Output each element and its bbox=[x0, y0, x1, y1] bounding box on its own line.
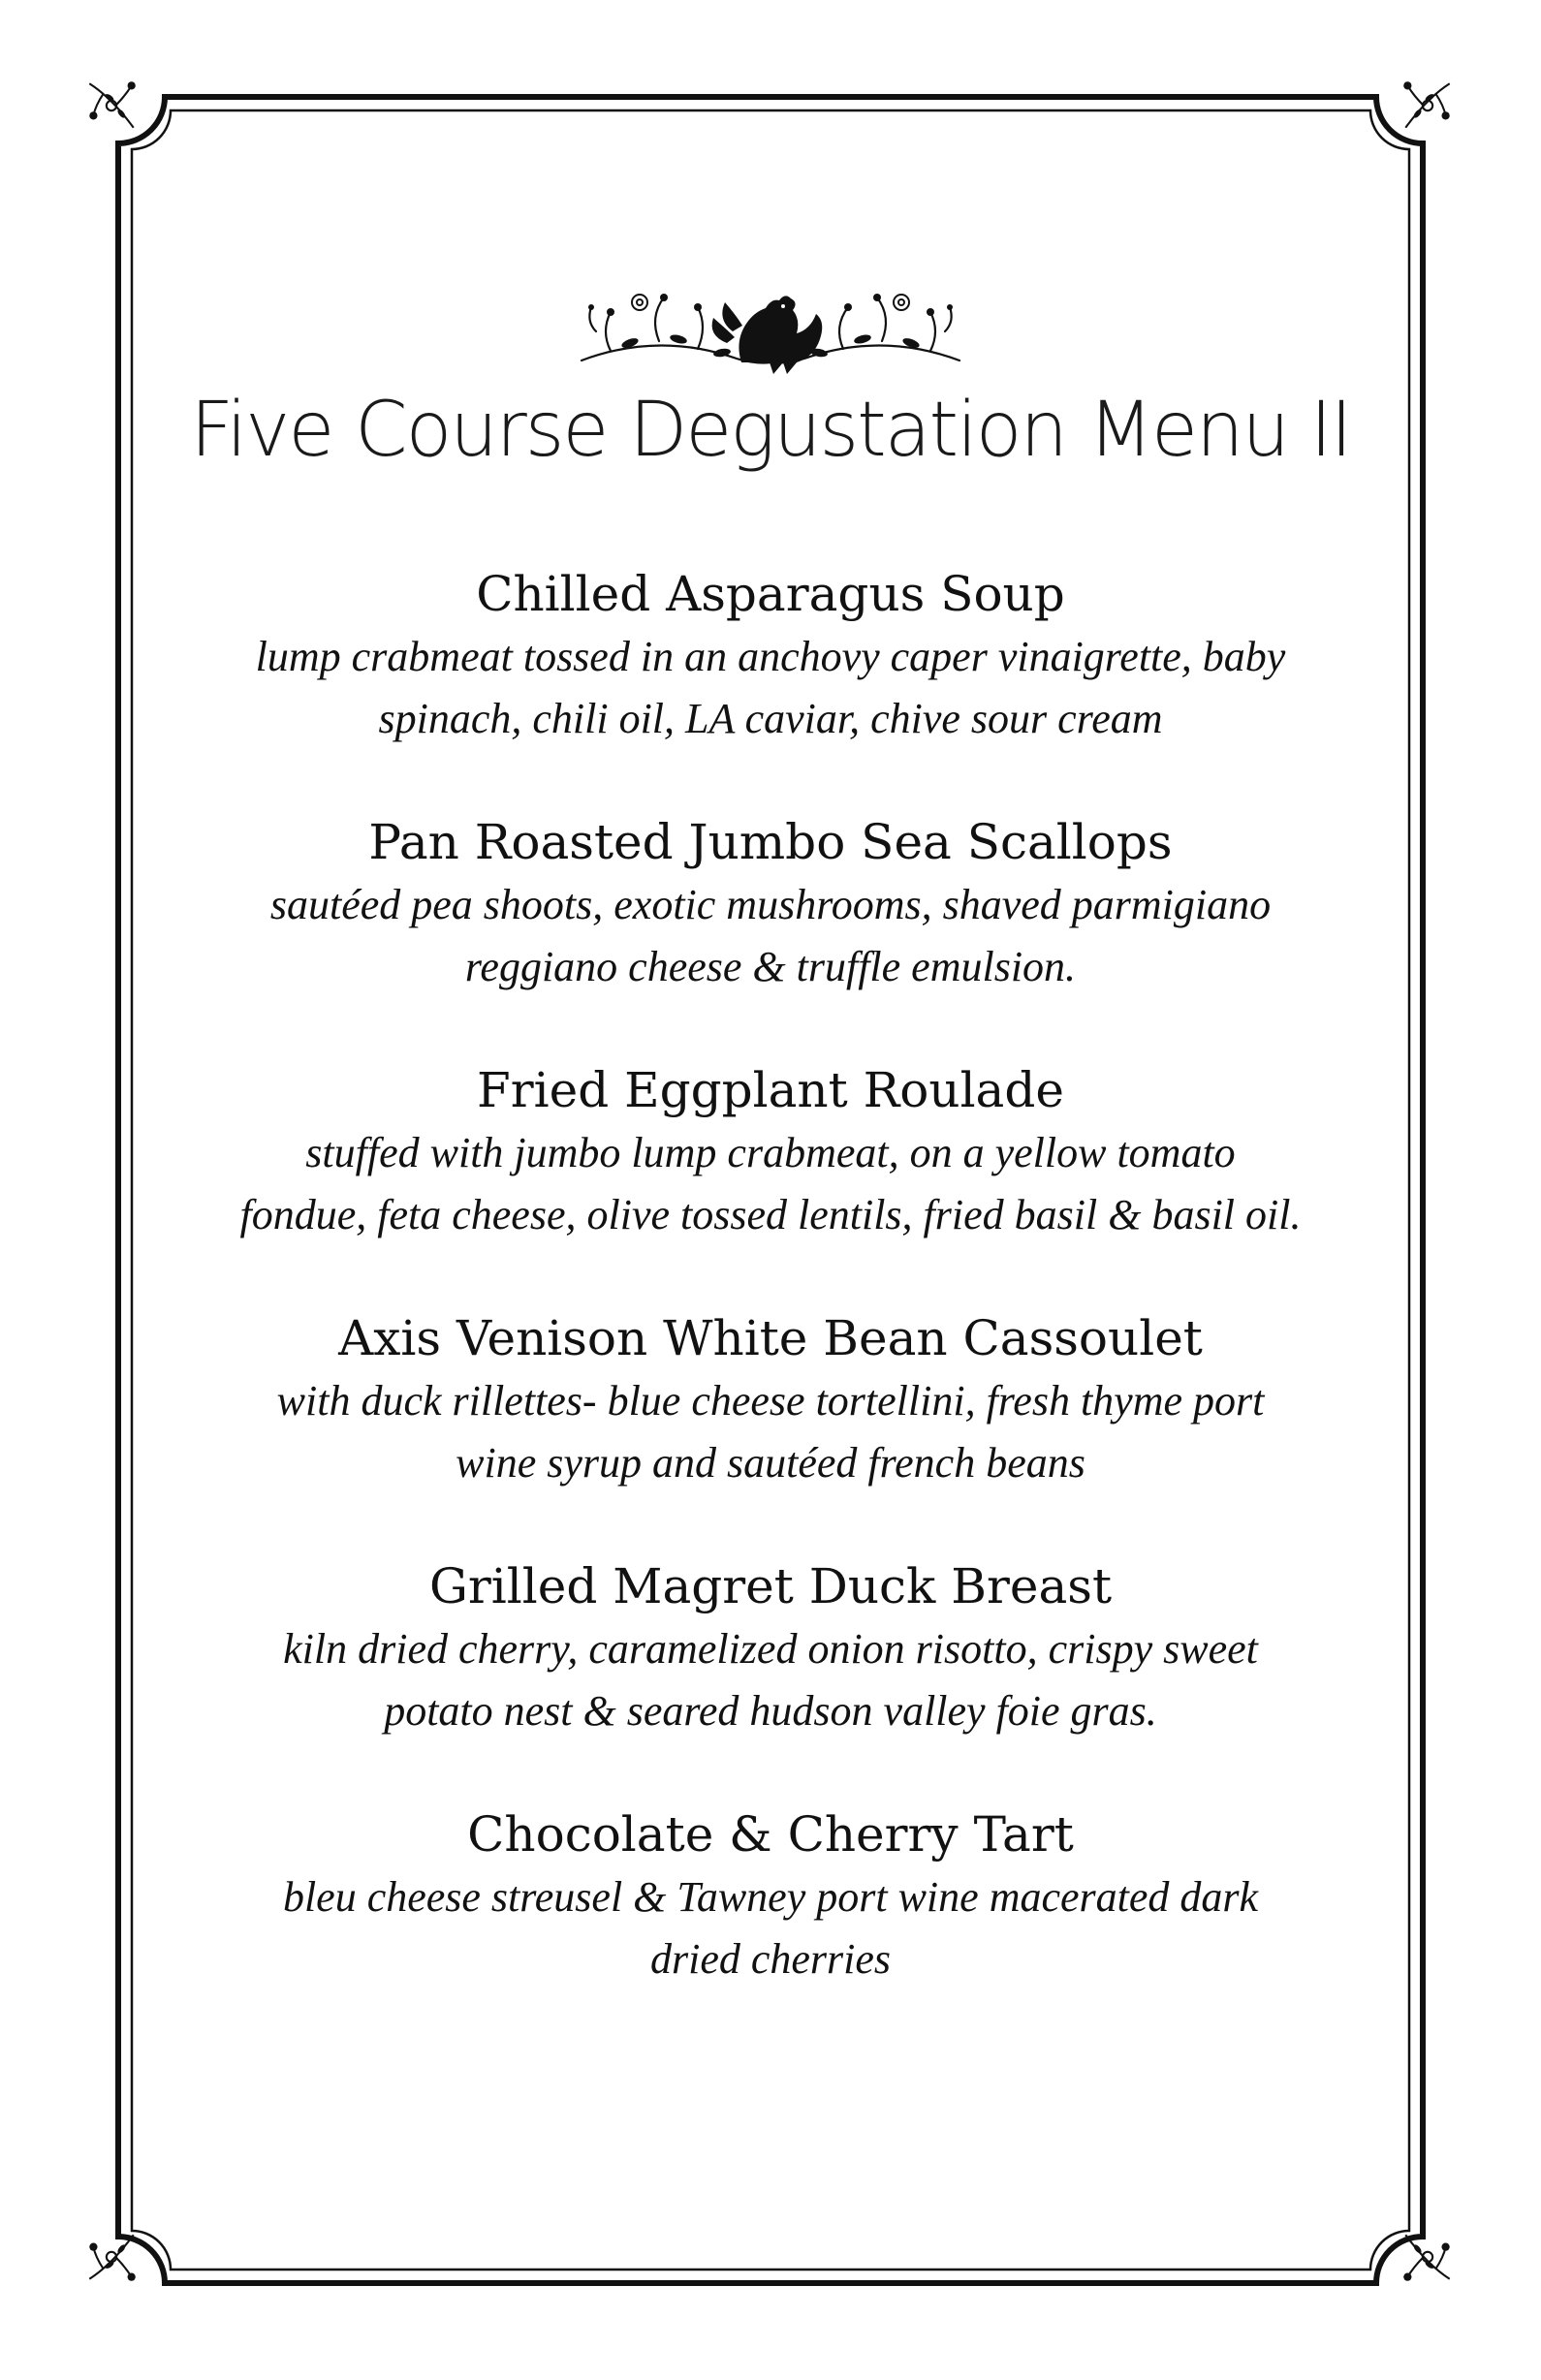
course-item bbox=[184, 562, 1357, 810]
course-description-line: reggiano cheese & truffle emulsion. bbox=[464, 943, 1077, 990]
course-description-line: fondue, feta cheese, olive tossed lentils, fried basil & basil oil. bbox=[239, 1191, 1302, 1238]
course-item bbox=[184, 1306, 1357, 1554]
floral-sprig-icon bbox=[1398, 2227, 1458, 2287]
course-description bbox=[184, 1866, 1357, 1990]
floral-sprig-icon bbox=[81, 2227, 142, 2287]
course-description bbox=[184, 1370, 1357, 1494]
floral-sprig-icon bbox=[81, 76, 142, 136]
course-item bbox=[184, 810, 1357, 1058]
course-description bbox=[184, 626, 1357, 750]
course-description-line: kiln dried cherry, caramelized onion risotto, crispy sweet bbox=[283, 1625, 1258, 1673]
rooster-with-branches-icon bbox=[572, 273, 969, 382]
course-item bbox=[184, 1554, 1357, 1802]
course-description bbox=[184, 874, 1357, 998]
course-name: Chilled Asparagus Soup bbox=[476, 566, 1065, 622]
course-description bbox=[184, 1618, 1357, 1742]
course-name: Chocolate & Cherry Tart bbox=[467, 1806, 1074, 1863]
course-name: Grilled Magret Duck Breast bbox=[428, 1558, 1113, 1614]
course-description-line: dried cherries bbox=[649, 1935, 892, 1983]
course-description-line: bleu cheese streusel & Tawney port wine macerated dark bbox=[282, 1873, 1259, 1921]
course-description-line: lump crabmeat tossed in an anchovy caper vinaigrette, baby bbox=[255, 633, 1286, 680]
course-description-line: potato nest & seared hudson valley foie gras. bbox=[384, 1687, 1157, 1735]
course-item bbox=[184, 1802, 1357, 2051]
floral-sprig-icon bbox=[1398, 76, 1458, 136]
course-name: Pan Roasted Jumbo Sea Scallops bbox=[368, 814, 1173, 870]
course-description bbox=[184, 1122, 1357, 1246]
course-name: Axis Venison White Bean Cassoulet bbox=[338, 1310, 1203, 1366]
course-description-line: stuffed with jumbo lump crabmeat, on a yellow tomato bbox=[305, 1129, 1236, 1176]
page-title: Five Course Degustation Menu II bbox=[190, 387, 1351, 474]
course-description-line: wine syrup and sautéed french beans bbox=[456, 1439, 1085, 1487]
course-description-line: with duck rillettes- blue cheese tortellini, fresh thyme port bbox=[276, 1377, 1265, 1425]
course-list bbox=[184, 562, 1357, 2051]
course-description-line: spinach, chili oil, LA caviar, chive sour cream bbox=[378, 695, 1163, 742]
course-name: Fried Eggplant Roulade bbox=[477, 1062, 1064, 1118]
course-item bbox=[184, 1058, 1357, 1306]
course-description-line: sautéed pea shoots, exotic mushrooms, shaved parmigiano bbox=[269, 881, 1272, 928]
